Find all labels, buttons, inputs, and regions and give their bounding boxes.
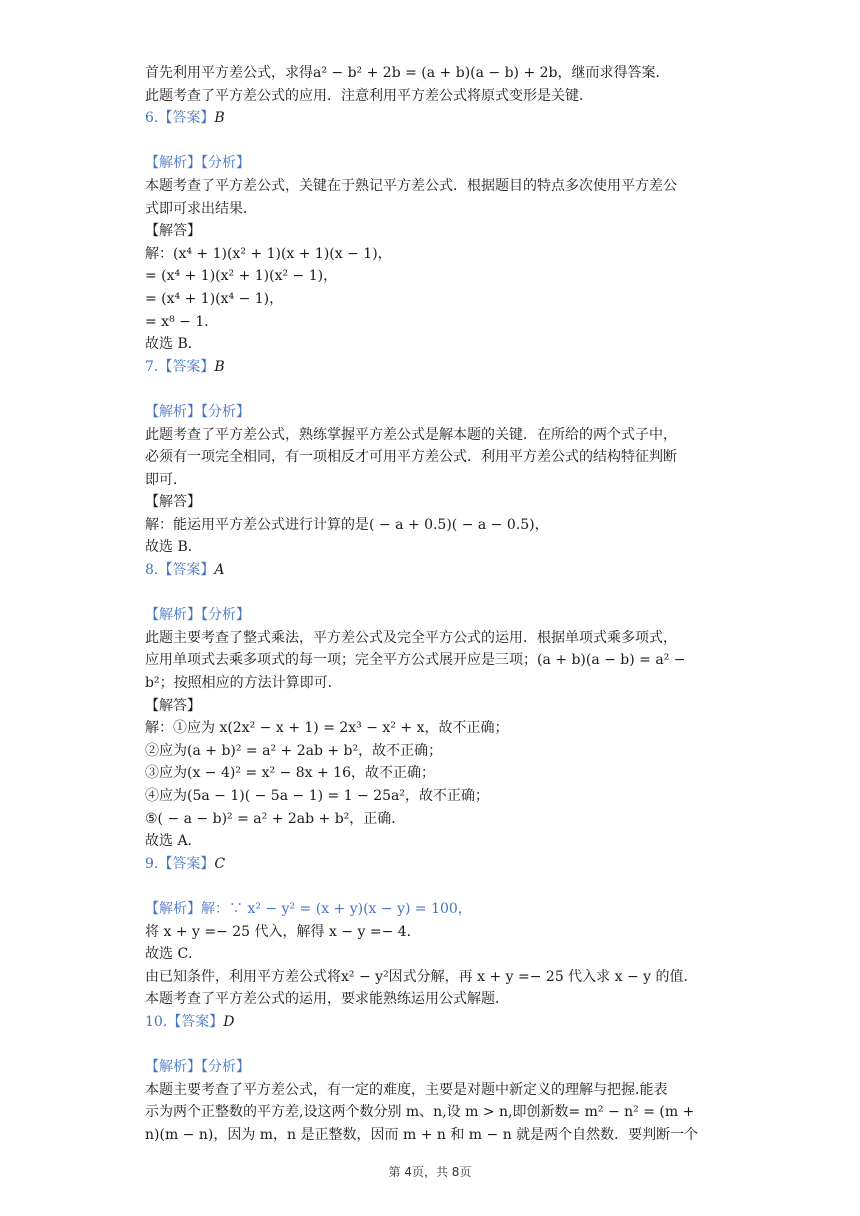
text-line: ③应为(x − 4)² = x² − 8x + 16，故不正确； [145,765,435,782]
text-line: 本题考查了平方差公式，关键在于熟记平方差公式．根据题目的特点多次使用平方差公 [145,177,677,194]
answer-line [145,107,715,130]
answer-line [145,356,715,379]
answer-label: 【答案】 [167,1013,224,1030]
text-line: 此题考查了平方差公式，熟练掌握平方差公式是解本题的关键．在所给的两个式子中， [145,426,677,443]
text-line: 【解答】 [145,494,201,511]
answer-option: C [214,855,226,872]
text-line: 即可． [145,471,187,488]
question-number: 7. [145,358,159,375]
analysis-heading: 【解析】【分析】 [145,607,250,624]
text-line: ⑤( − a − b)² = a² + 2ab + b²，正确． [145,810,406,827]
text-line: 此题考查了平方差公式的应用．注意利用平方差公式将原式变形是关键． [145,87,593,104]
text-line: n)(m − n)，因为 m，n 是正整数，因而 m + n 和 m − n 就是两个自然数．要判断一个 [145,1126,699,1143]
answer-line [145,559,715,582]
answer-option: B [214,110,225,127]
text-line: 将 x + y =− 25 代入，解得 x − y =− 4． [145,923,421,940]
text-line: = (x⁴ + 1)(x² + 1)(x² − 1)， [145,268,338,285]
blank-line [145,378,715,401]
text-line: 【解答】 [145,697,201,714]
solution-content [145,62,715,1147]
text-line: 本题考查了平方差公式的运用，要求能熟练运用公式解题． [145,991,509,1008]
text-line: 【解答】 [145,223,201,240]
text-line: 首先利用平方差公式，求得a² − b² + 2b = (a + b)(a − b) + 2b，继而求得答案． [145,65,670,81]
analysis-heading: 【解析】【分析】 [145,155,250,172]
blank-line [145,1034,715,1057]
text-line: 故选 B． [145,539,202,556]
answer-option: D [223,1013,235,1030]
text-line: 故选 B． [145,336,202,353]
question-number: 10. [145,1013,168,1030]
question-number: 6. [145,110,159,127]
question-number: 9. [145,855,159,872]
text-line: 解：能运用平方差公式进行计算的是( − a + 0.5)( − a − 0.5)， [145,516,549,533]
text-line: ④应为(5a − 1)( − 5a − 1) = 1 − 25a²，故不正确； [145,788,490,804]
blank-line [145,875,715,898]
text-line: 故选 C． [145,946,203,963]
question-number: 8. [145,562,159,579]
blank-line [145,582,715,605]
answer-line [145,853,715,876]
text-line: 此题主要考查了整式乘法，平方差公式及完全平方公式的运用．根据单项式乘多项式， [145,629,677,646]
answer-label: 【答案】 [158,855,215,872]
text-line: b²；按照相应的方法计算即可． [145,675,342,692]
analysis-heading: 【解析】【分析】 [145,1059,250,1076]
answer-label: 【答案】 [158,110,215,127]
text-line: 解：(x⁴ + 1)(x² + 1)(x + 1)(x − 1)， [145,245,392,262]
blank-line [145,130,715,153]
text-line: 必须有一项完全相同，有一项相反才可用平方差公式．利用平方差公式的结构特征判断 [145,449,677,466]
text-line: 由已知条件，利用平方差公式将x² − y²因式分解，再 x + y =− 25 代入求 x − y 的值． [145,968,698,985]
text-line: 式即可求出结果． [145,200,257,217]
text-line: 示为两个正整数的平方差,设这两个数分别 m、n,设 m > n,即创新数= m² − n² = (m + [145,1104,695,1121]
text-line: = x⁸ − 1． [145,313,219,330]
text-line: 故选 A． [145,833,202,850]
text-line: 应用单项式去乘多项式的每一项；完全平方公式展开应是三项；(a + b)(a − b) = a² − [145,652,686,669]
text-line: ②应为(a + b)² = a² + 2ab + b²，故不正确； [145,742,443,759]
answer-label: 【答案】 [158,562,215,579]
analysis-heading: 【解析】解：∵ x² − y² = (x + y)(x − y) = 100， [145,900,472,917]
text-line: 解：①应为 x(2x² − x + 1) = 2x³ − x² + x，故不正确； [145,720,509,737]
answer-label: 【答案】 [158,358,215,375]
answer-option: A [214,562,225,579]
text-line: 本题主要考查了平方差公式，有一定的难度，主要是对题中新定义的理解与把握.能表 [145,1081,668,1098]
answer-option: B [214,358,225,375]
text-line: = (x⁴ + 1)(x⁴ − 1)， [145,290,284,307]
answer-line [145,1011,715,1034]
page-footer: 第 4页，共 8页 [388,1165,472,1179]
analysis-heading: 【解析】【分析】 [145,403,250,420]
